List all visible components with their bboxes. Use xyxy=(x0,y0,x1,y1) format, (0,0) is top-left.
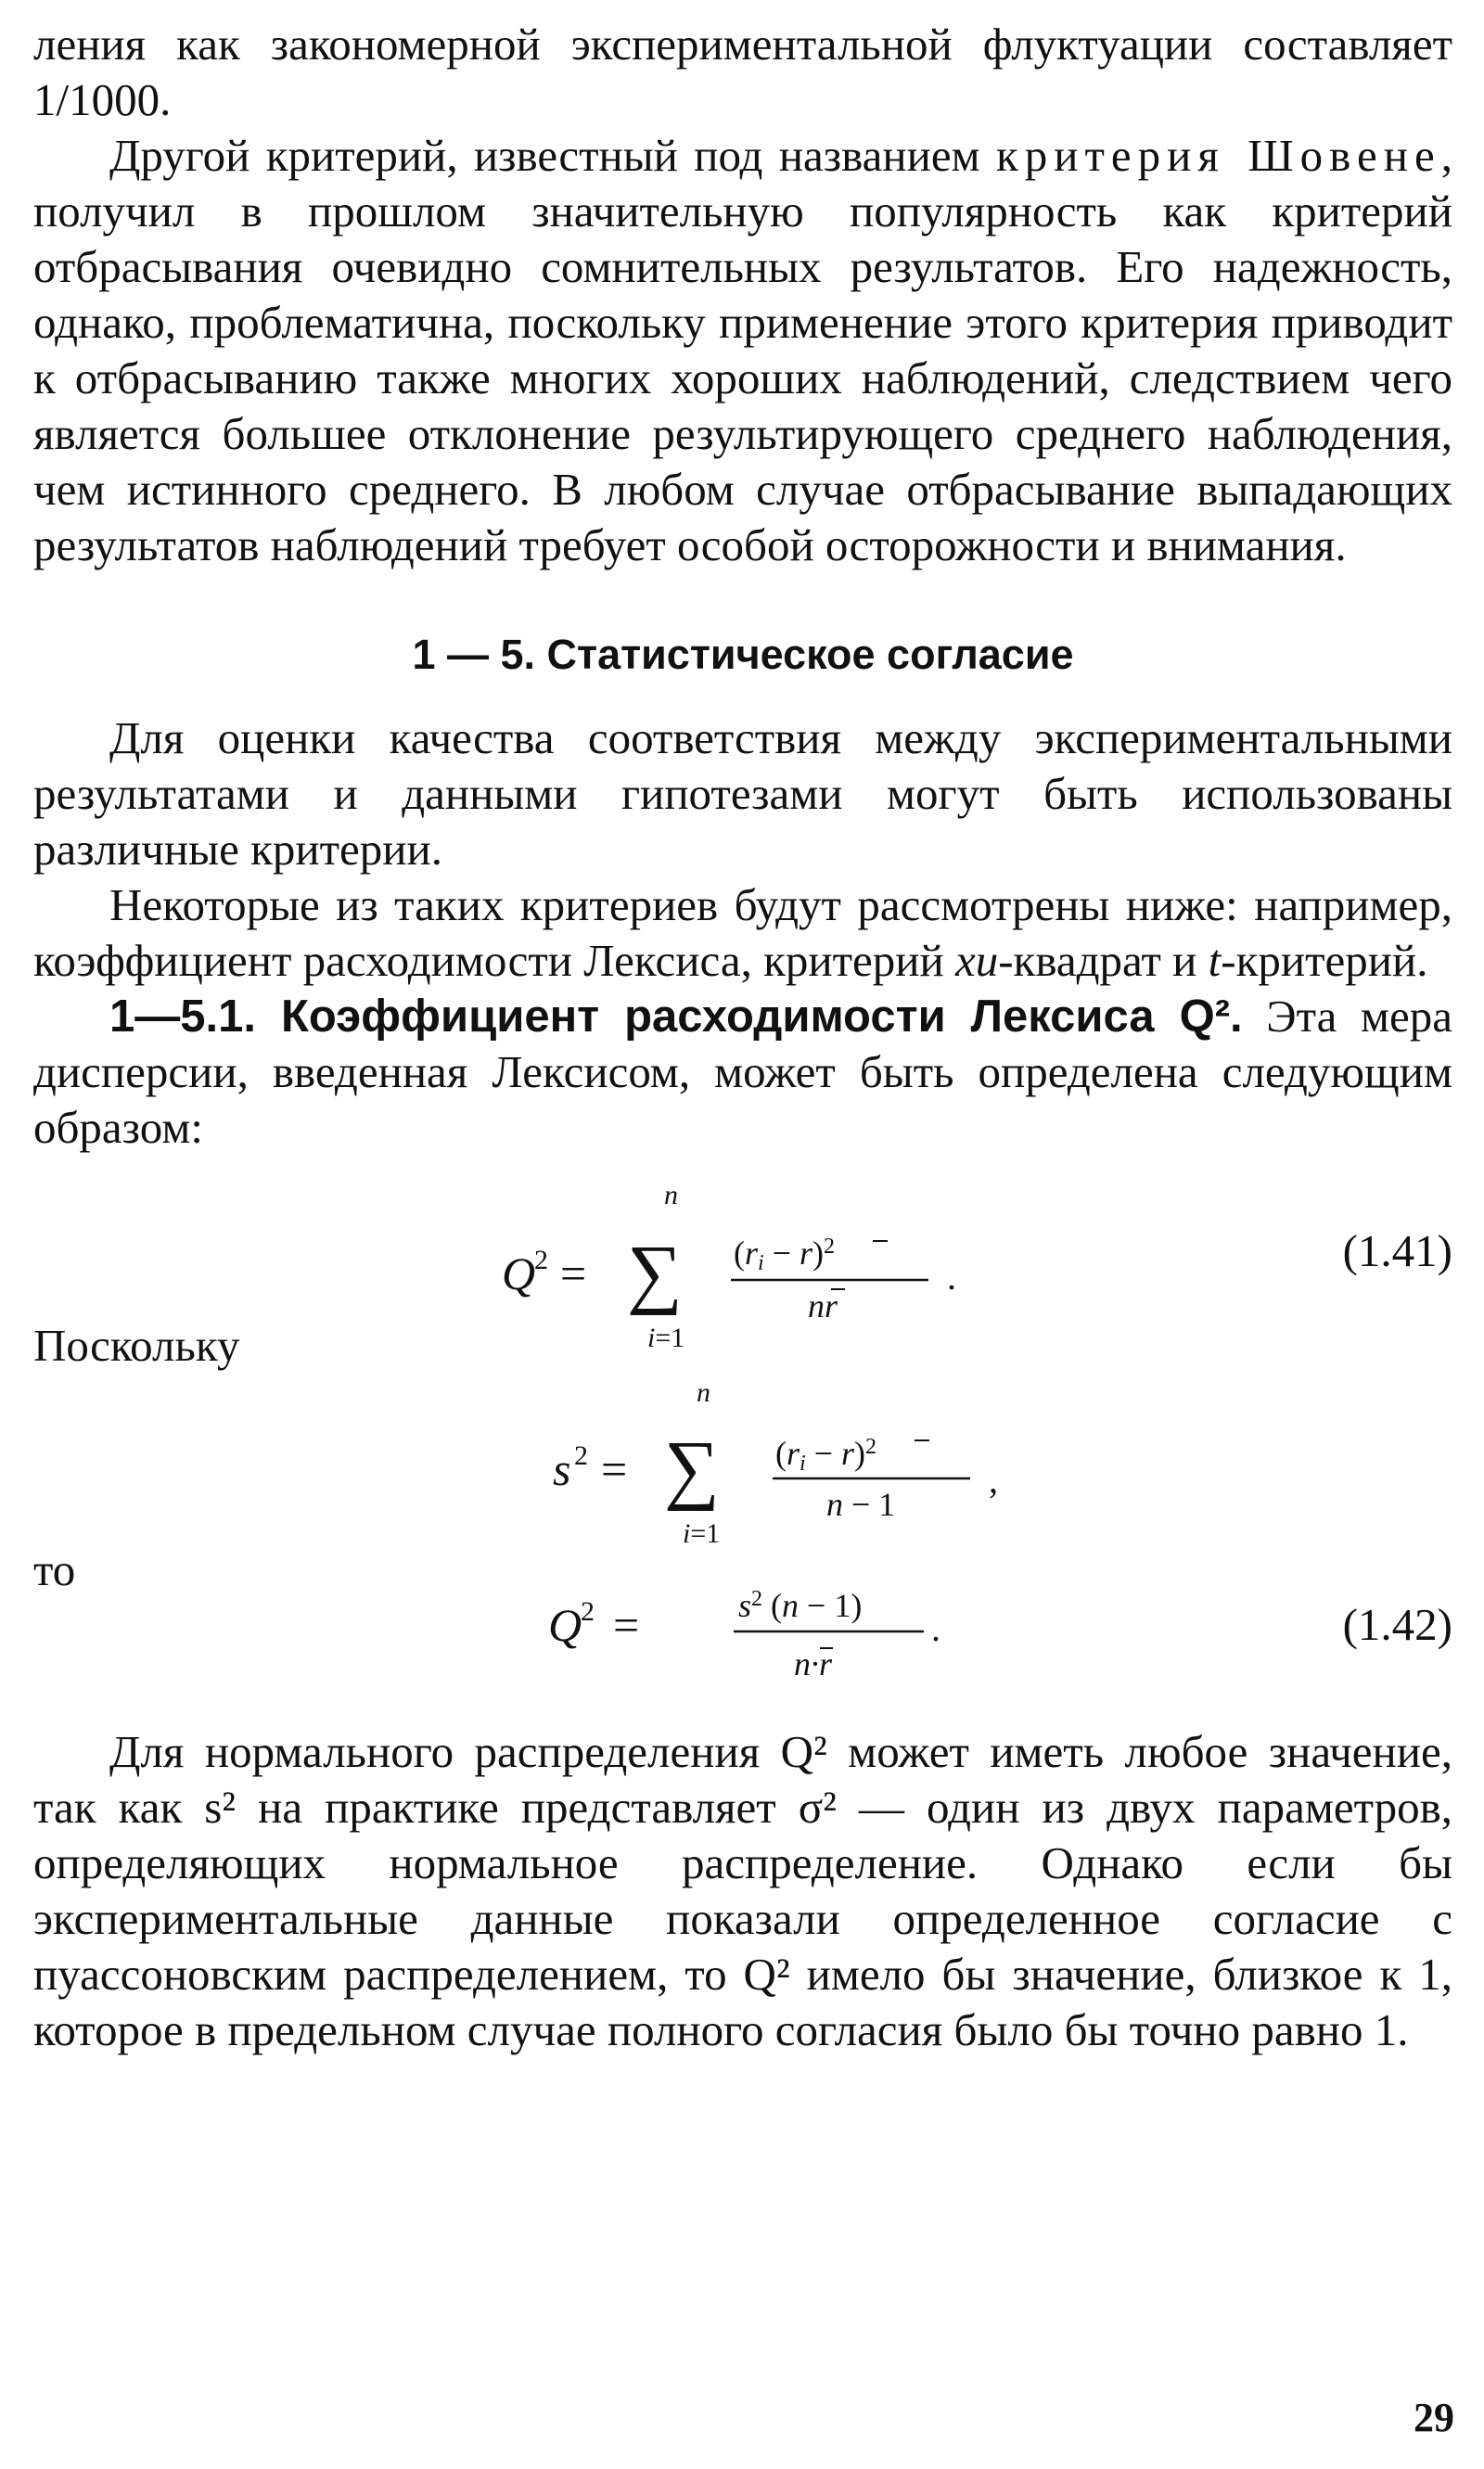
text: Другой критерий, известный под названием xyxy=(109,130,996,181)
paragraph-chauvenet xyxy=(33,128,1452,573)
svg-text:=: = xyxy=(560,1247,587,1299)
paragraph-criteria xyxy=(33,877,1452,989)
svg-text:i=1: i=1 xyxy=(683,1518,721,1549)
formula-q2-ratio xyxy=(33,1578,1332,1708)
text: , получил в прошлом значительную популярность как критерий отбрасывания очевидно сомнительных результатов. Его надежность, однако, проблематична, поскольку применение этого критерия приводит к отбрасыванию также многих хороших наблюдений, следствием чего является большее отклонение результирующего среднего наблюдения, чем истинного среднего. В любом случае отбрасывание выпадающих результатов наблюдений требует особой осторожности и внимания. xyxy=(33,130,1453,570)
xi-term: хи xyxy=(954,935,999,986)
formula-s2-sum xyxy=(33,1374,1332,1559)
label-since: Поскольку xyxy=(33,1320,240,1371)
equation-s2 xyxy=(33,1374,1452,1559)
svg-text:n: n xyxy=(697,1377,710,1408)
paragraph-normal: Для нормального распределения Q² может иметь любое значение, так как s² на практике представляет σ² — один из двух параметров, определяющих нормальное распределение. Однако если бы экспериментальные данные показали определенное согласие с пуассоновским распределением, то Q² имело бы значение, близкое к 1, которое в предельном случае полного согласия было бы точно равно 1. xyxy=(33,1726,1452,2055)
svg-text:n·r: n·r xyxy=(794,1645,833,1682)
svg-text:Q: Q xyxy=(502,1247,536,1299)
section-heading: 1 — 5. Статистическое согласие xyxy=(412,631,1074,678)
svg-text:(ri − r)2: (ri − r)$^2$ xyxy=(734,1234,836,1275)
svg-text:=: = xyxy=(601,1443,628,1495)
paragraph-continuation: ления как закономерной экспериментальной флуктуации составляет 1/1000. xyxy=(33,19,1452,125)
equation-1-41 xyxy=(33,1169,1452,1359)
subsection-heading: 1—5.1. Коэффициент расходимости Лексиса Q². xyxy=(109,991,1243,1042)
formula-q2-sum xyxy=(33,1169,1332,1359)
equation-1-42 xyxy=(33,1578,1452,1708)
svg-text:2: 2 xyxy=(581,1596,595,1627)
equation-number: (1.41) xyxy=(1342,1225,1452,1276)
svg-text:n − 1: n − 1 xyxy=(826,1486,896,1523)
label-then: то xyxy=(33,1544,76,1595)
svg-text:∑: ∑ xyxy=(627,1230,683,1316)
svg-text:Q: Q xyxy=(548,1599,582,1651)
text: -квадрат и xyxy=(998,935,1209,986)
svg-text:.: . xyxy=(947,1256,956,1298)
svg-text:i=1: i=1 xyxy=(647,1323,685,1353)
t-term: t xyxy=(1208,935,1222,986)
term-chauvenet: критерия Шовене xyxy=(995,130,1441,181)
paragraph-agreement: Для оценки качества соответствия между экспериментальными результатами и данными гипотезами могут быть использованы различные критерии. xyxy=(33,712,1452,875)
svg-text:2: 2 xyxy=(534,1245,548,1275)
svg-text:2: 2 xyxy=(574,1440,588,1471)
svg-text:nr: nr xyxy=(808,1287,838,1324)
svg-text:=: = xyxy=(613,1599,640,1651)
page-content xyxy=(33,17,1452,2058)
text: -критерий. xyxy=(1221,935,1428,986)
paragraph-lexis xyxy=(33,989,1452,1156)
svg-text:(ri − r)2: (ri − r)$^2$ xyxy=(775,1435,877,1476)
text: Эта мера дисперсии, введенная Лексисом, может быть определена следующим образом: xyxy=(33,991,1452,1153)
svg-text:∑: ∑ xyxy=(664,1426,720,1512)
page-number: 29 xyxy=(1414,2395,1454,2440)
equation-number: (1.42) xyxy=(1342,1599,1452,1650)
svg-text:,: , xyxy=(989,1459,998,1501)
svg-text:n: n xyxy=(664,1180,678,1210)
svg-text:s2 (n − 1): $s^2$ (n − 1) xyxy=(738,1587,863,1624)
svg-text:.: . xyxy=(931,1607,940,1649)
svg-text:s: s xyxy=(553,1443,571,1495)
text: Некоторые из таких критериев будут рассмотрены ниже: например, коэффициент расходимости Лексиса, критерий xyxy=(33,879,1452,986)
